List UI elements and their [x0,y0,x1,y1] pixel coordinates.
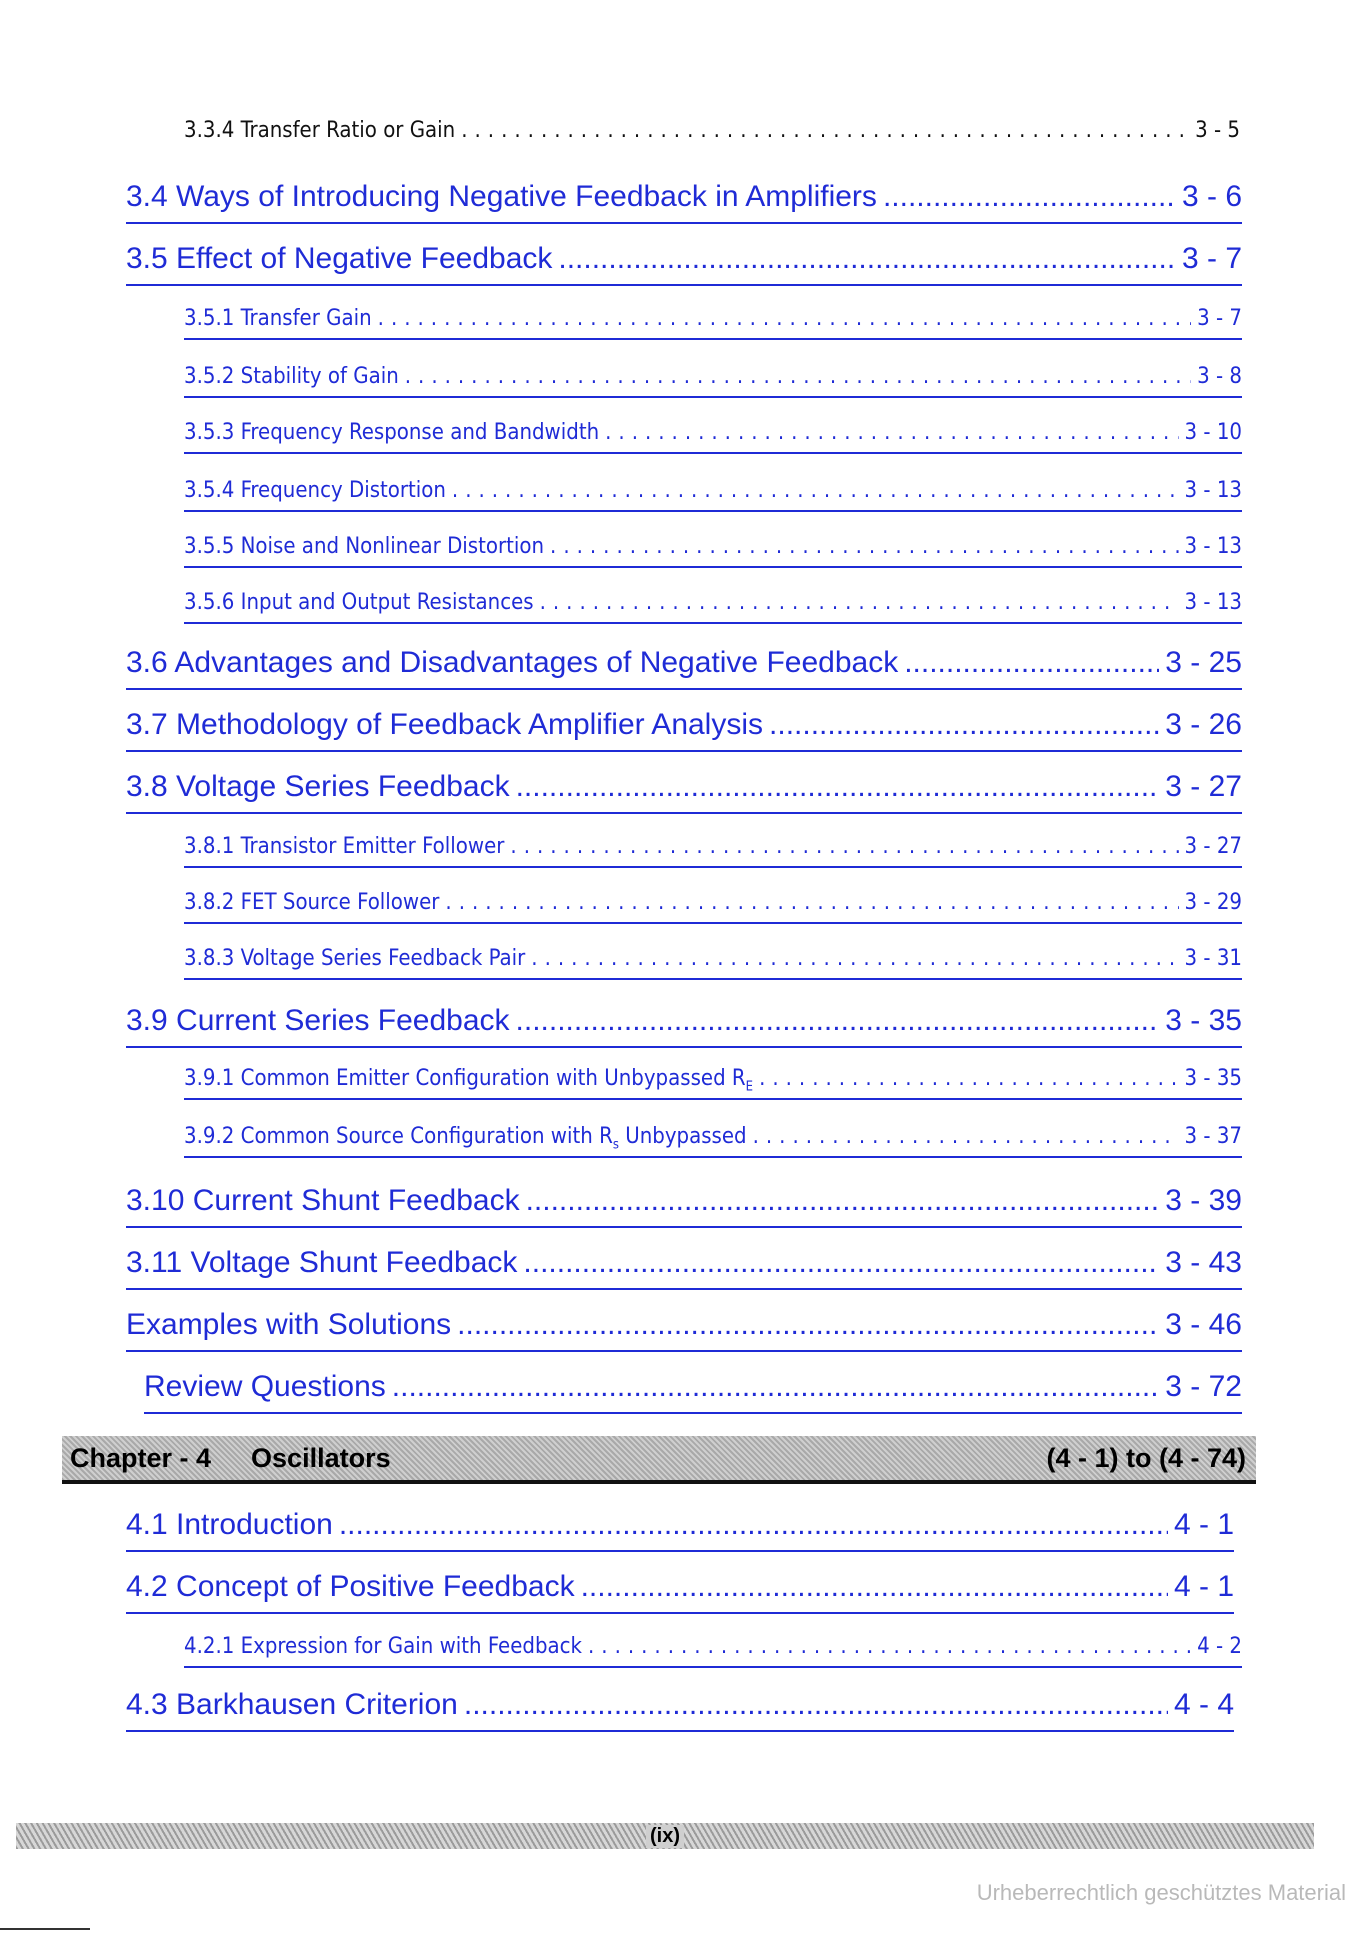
leader-dots [605,420,1178,445]
leader-dots [550,534,1178,559]
chapter-heading [62,1443,391,1474]
leader-dots [464,1688,1168,1722]
toc-entry-3-9-1[interactable] [184,1066,1242,1100]
leader-dots [883,180,1176,214]
chapter-number: Chapter - 4 [70,1442,212,1473]
toc-entry-label: 3.5.1 Transfer Gain [184,306,372,331]
toc-entry-page: 3 - 5 [1195,118,1240,143]
leader-dots [558,242,1176,276]
leader-dots [510,834,1178,859]
toc-entry-page: 3 - 13 [1184,534,1242,559]
toc-entry-3-9[interactable] [126,1004,1242,1048]
toc-entry-3-5-6[interactable] [184,590,1242,624]
toc-entry-3-11[interactable] [126,1246,1242,1290]
leader-dots [753,1124,1179,1149]
toc-entry-page: 3 - 39 [1165,1184,1242,1217]
toc-entry-page: 3 - 37 [1184,1124,1242,1149]
corner-rule [0,1928,90,1930]
toc-entry-label: 3.8 Voltage Series Feedback [126,770,510,803]
toc-entry-page: 3 - 35 [1165,1004,1242,1037]
toc-entry-3-6[interactable] [126,646,1242,690]
toc-entry-3-5-1[interactable] [184,306,1242,340]
copyright-watermark: Urheberrechtlich geschütztes Material [976,1880,1346,1905]
toc-entry-examples[interactable] [126,1308,1242,1352]
toc-entry-label: 3.7 Methodology of Feedback Amplifier Analysis [126,708,764,741]
toc-entry-label: 3.8.2 FET Source Follower [184,890,440,915]
toc-entry-label: Review Questions [144,1370,386,1403]
toc-entry-3-5-3[interactable] [184,420,1242,454]
toc-entry-review-questions[interactable] [144,1370,1242,1414]
toc-entry-label: Examples with Solutions [126,1308,452,1341]
toc-entry-page: 3 - 7 [1181,242,1242,275]
toc-entry-label: 3.8.3 Voltage Series Feedback Pair [184,946,526,971]
leader-dots [457,1308,1159,1342]
toc-entry-3-10[interactable] [126,1184,1242,1228]
toc-entry-label-text: 3.9.2 Common Source Configuration with R [184,1124,613,1149]
leader-dots [339,1508,1168,1542]
toc-entry-label: 3.5.4 Frequency Distortion [184,478,446,503]
toc-entry-3-7[interactable] [126,708,1242,752]
leader-dots [516,1004,1160,1038]
toc-entry-page: 3 - 13 [1184,478,1242,503]
toc-entry-page: 3 - 29 [1184,890,1242,915]
leader-dots [445,890,1178,915]
toc-entry-3-5[interactable] [126,242,1242,286]
leader-dots [526,1184,1160,1218]
toc-entry-page: 3 - 72 [1165,1370,1242,1403]
toc-entry-4-2[interactable] [126,1570,1234,1614]
leader-dots [540,590,1179,615]
toc-entry-label: 4.3 Barkhausen Criterion [126,1688,458,1721]
toc-entry-label-text: 3.9.1 Common Emitter Configuration with Unbypassed R [184,1066,746,1091]
page-number: (ix) [646,1825,684,1848]
toc-entry-page: 3 - 46 [1165,1308,1242,1341]
toc-entry-4-3[interactable] [126,1688,1234,1732]
leader-dots [531,946,1178,971]
toc-entry-label: 3.6 Advantages and Disadvantages of Negative Feedback [126,646,899,679]
toc-entry-3-3-4 [184,118,1240,150]
toc-entry-label: 4.2.1 Expression for Gain with Feedback [184,1634,583,1659]
toc-entry-label: 3.5.5 Noise and Nonlinear Distortion [184,534,545,559]
toc-entry-page: 4 - 2 [1197,1634,1242,1659]
toc-entry-page: 3 - 26 [1165,708,1242,741]
toc-entry-label: 3.5.6 Input and Output Resistances [184,590,534,615]
toc-entry-page: 4 - 1 [1173,1508,1234,1541]
toc-entry-3-8-2[interactable] [184,890,1242,924]
leader-dots [769,708,1159,742]
toc-entry-page: 3 - 6 [1181,180,1242,213]
toc-entry-page: 3 - 35 [1184,1066,1242,1091]
toc-entry-3-5-4[interactable] [184,478,1242,512]
toc-entry-label: 3.5.3 Frequency Response and Bandwidth [184,420,600,445]
toc-entry-page: 3 - 13 [1184,590,1242,615]
subscript: s [612,1137,619,1153]
toc-entry-4-1[interactable] [126,1508,1234,1552]
toc-entry-label: 4.1 Introduction [126,1508,333,1541]
toc-entry-label: 3.3.4 Transfer Ratio or Gain [184,118,456,143]
toc-entry-label: 3.5 Effect of Negative Feedback [126,242,553,275]
leader-dots [759,1066,1178,1091]
toc-entry-page: 3 - 43 [1165,1246,1242,1279]
chapter-title: Oscillators [251,1442,391,1473]
toc-entry-label [184,1066,753,1094]
toc-entry-page: 4 - 1 [1173,1570,1234,1603]
leader-dots [461,118,1189,143]
toc-entry-label: 3.10 Current Shunt Feedback [126,1184,520,1217]
leader-dots [452,478,1179,503]
toc-entry-label: 3.4 Ways of Introducing Negative Feedback in Amplifiers [126,180,877,213]
toc-entry-label: 3.9 Current Series Feedback [126,1004,510,1037]
leader-dots [904,646,1159,680]
leader-dots [516,770,1160,804]
toc-entry-page: 3 - 10 [1184,420,1242,445]
toc-entry-label [184,1124,747,1152]
chapter-header [62,1436,1256,1484]
toc-entry-label: 3.11 Voltage Shunt Feedback [126,1246,518,1279]
toc-entry-3-4[interactable] [126,180,1242,224]
toc-entry-page: 3 - 31 [1184,946,1242,971]
leader-dots [378,306,1191,331]
leader-dots [392,1370,1160,1404]
toc-entry-page: 3 - 7 [1197,306,1242,331]
toc-entry-3-5-5[interactable] [184,534,1242,568]
toc-entry-3-8-1[interactable] [184,834,1242,868]
leader-dots [523,1246,1159,1280]
toc-entry-label: 3.5.2 Stability of Gain [184,364,399,389]
leader-dots [588,1634,1191,1659]
toc-entry-page: 3 - 25 [1165,646,1242,679]
toc-entry-page: 3 - 27 [1184,834,1242,859]
subscript: E [745,1079,754,1095]
toc-entry-3-8-3[interactable] [184,946,1242,980]
toc-entry-page: 4 - 4 [1173,1688,1234,1721]
leader-dots [405,364,1191,389]
toc-entry-label: 3.8.1 Transistor Emitter Follower [184,834,505,859]
toc-entry-label: 4.2 Concept of Positive Feedback [126,1570,575,1603]
toc-entry-label-suffix: Unbypassed [618,1124,747,1149]
chapter-page-range: (4 - 1) to (4 - 74) [1046,1442,1246,1473]
leader-dots [581,1570,1168,1604]
toc-entry-3-8[interactable] [126,770,1242,814]
page-footer [16,1823,1314,1849]
toc-entry-3-9-2[interactable] [184,1124,1242,1158]
toc-entry-3-5-2[interactable] [184,364,1242,398]
toc-entry-page: 3 - 27 [1165,770,1242,803]
toc-entry-4-2-1[interactable] [184,1634,1242,1668]
toc-entry-page: 3 - 8 [1197,364,1242,389]
